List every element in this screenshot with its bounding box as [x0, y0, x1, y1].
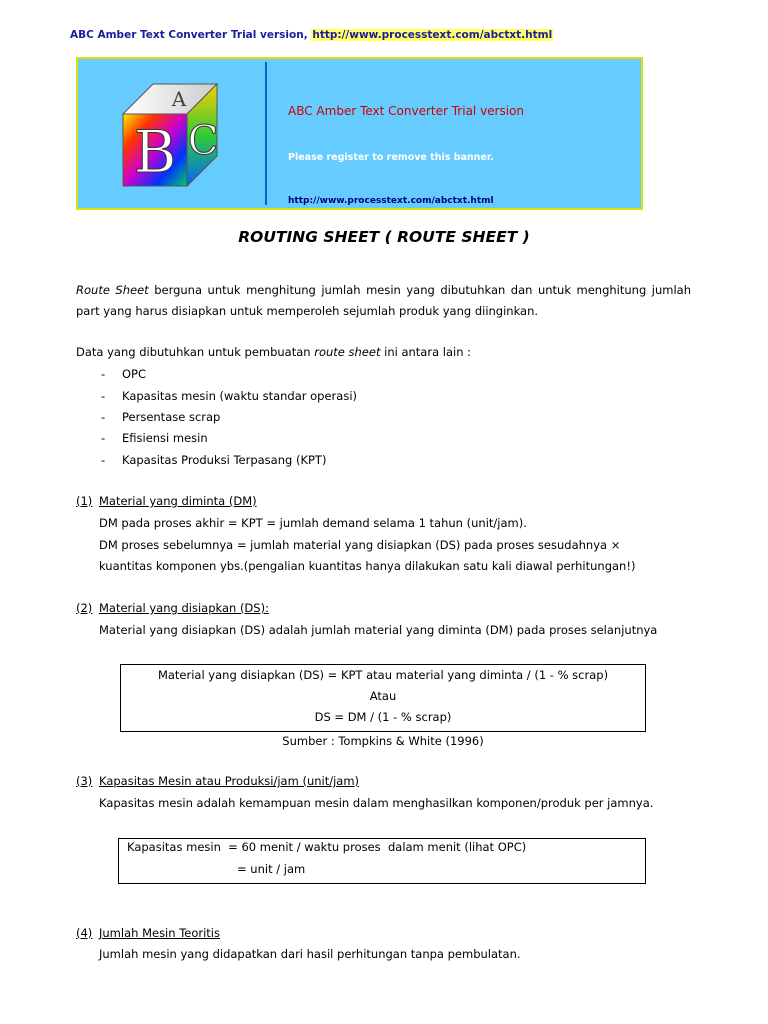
section-1-line-3: kuantitas komponen ybs.(pengalian kuantitas hanya dilakukan satu kali diawal perhitungan!): [99, 559, 636, 573]
intro-term: Route Sheet: [76, 283, 149, 297]
section-3-line-1: Kapasitas mesin adalah kemampuan mesin dalam menghasilkan komponen/produk per jamnya.: [99, 796, 654, 810]
section-1-line-2: DM proses sebelumnya = jumlah material yang disiapkan (DS) pada proses sesudahnya ×: [99, 538, 621, 552]
document-title: ROUTING SHEET ( ROUTE SHEET ): [238, 228, 530, 246]
ds-formula-box: [120, 664, 646, 732]
list-item: Kapasitas mesin (waktu standar operasi): [122, 389, 358, 403]
data-intro: [76, 345, 471, 359]
trial-banner[interactable]: [76, 57, 643, 210]
section-4-heading: Jumlah Mesin Teoritis: [99, 926, 220, 940]
abc-logo: [81, 62, 267, 205]
ds-formula-source: Sumber : Tompkins & White (1996): [282, 734, 484, 748]
data-intro-term: route sheet: [314, 345, 381, 359]
intro-paragraph: [76, 280, 691, 322]
capacity-formula-box: [118, 838, 646, 884]
capacity-formula-line-1: Kapasitas mesin = 60 menit / waktu proses dalam menit (lihat OPC): [127, 840, 527, 854]
ds-formula-line-1: Material yang disiapkan (DS) = KPT atau material yang diminta / (1 - % scrap): [157, 668, 609, 682]
logo-letter-b: B: [133, 118, 177, 186]
trial-header-link[interactable]: http://www.processtext.com/abctxt.html: [312, 29, 553, 41]
data-intro-before: Data yang dibutuhkan untuk pembuatan: [76, 345, 315, 359]
section-1-line-1: DM pada proses akhir = KPT = jumlah demand selama 1 tahun (unit/jam).: [99, 516, 527, 530]
list-item: Efisiensi mesin: [122, 431, 208, 445]
trial-header: [70, 29, 553, 41]
abc-cube-icon: [117, 76, 229, 194]
banner-link[interactable]: http://www.processtext.com/abctxt.html: [288, 196, 494, 206]
capacity-formula-line-2: = unit / jam: [237, 862, 306, 876]
section-4-number: (4): [76, 926, 93, 940]
ds-formula-line-2: Atau: [369, 689, 397, 703]
bullet-dash: -: [101, 389, 106, 403]
section-2-line-1: Material yang disiapkan (DS) adalah jumlah material yang diminta (DM) pada proses selanjutnya: [99, 623, 658, 637]
bullet-dash: -: [101, 410, 106, 424]
list-item: Persentase scrap: [122, 410, 221, 424]
bullet-dash: -: [101, 367, 106, 381]
section-2-number: (2): [76, 601, 93, 615]
logo-letter-c: C: [187, 118, 219, 164]
section-4-line-1: Jumlah mesin yang didapatkan dari hasil perhitungan tanpa pembulatan.: [99, 947, 521, 961]
trial-header-text: ABC Amber Text Converter Trial version: [70, 29, 304, 41]
list-item: Kapasitas Produksi Terpasang (KPT): [122, 453, 327, 467]
ds-formula-line-3: DS = DM / (1 - % scrap): [314, 710, 452, 724]
list-item: OPC: [122, 367, 147, 381]
section-3-number: (3): [76, 774, 93, 788]
section-3-heading: Kapasitas Mesin atau Produksi/jam (unit/jam): [99, 774, 360, 788]
bullet-dash: -: [101, 431, 106, 445]
section-1-number: (1): [76, 494, 93, 508]
section-2-heading: Material yang disiapkan (DS):: [99, 601, 269, 615]
bullet-dash: -: [101, 453, 106, 467]
trial-header-separator: ,: [303, 29, 312, 41]
section-1-heading: Material yang diminta (DM): [99, 494, 257, 508]
banner-title: ABC Amber Text Converter Trial version: [288, 104, 525, 118]
banner-subtitle: Please register to remove this banner.: [288, 152, 494, 163]
logo-letter-a: A: [171, 87, 187, 111]
intro-text: berguna untuk menghitung jumlah mesin yang dibutuhkan dan untuk menghitung jumlah part yang harus disiapkan untuk memperoleh sejumlah produk yang diinginkan.: [76, 283, 691, 318]
data-intro-after: ini antara lain :: [380, 345, 472, 359]
